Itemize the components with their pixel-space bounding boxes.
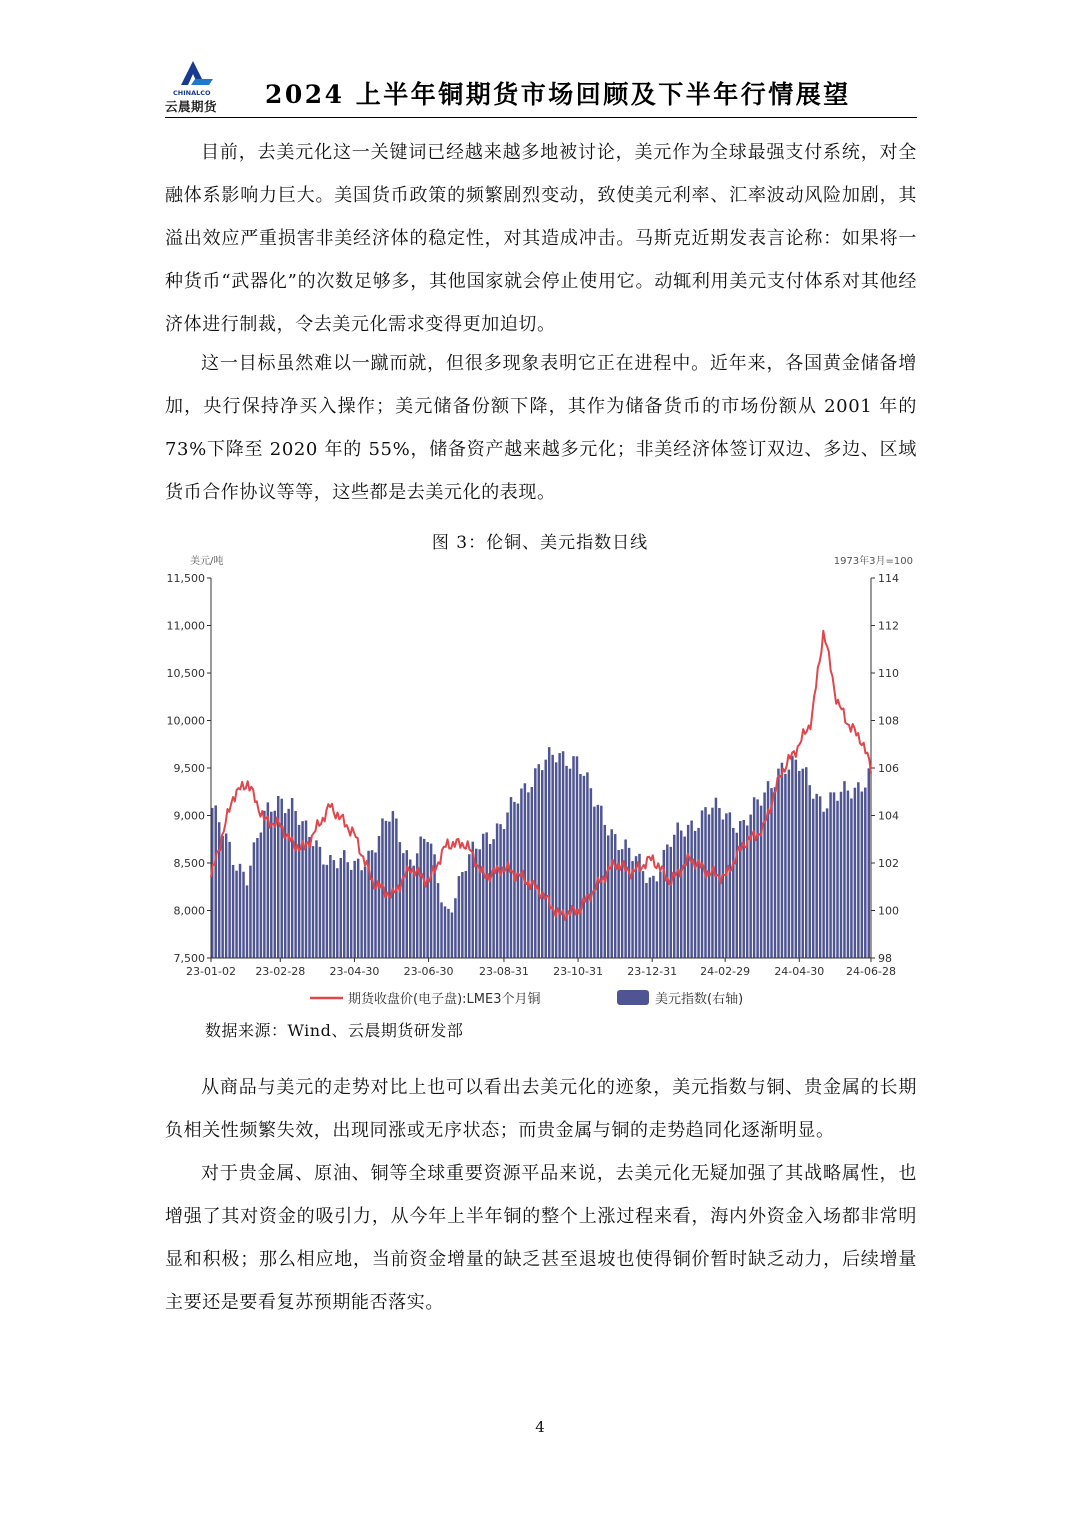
usd-index-bar (461, 872, 464, 958)
usd-index-bar (430, 844, 433, 958)
usd-index-bar (857, 782, 860, 958)
usd-index-bar (673, 835, 676, 958)
usd-index-bar (485, 832, 488, 958)
x-tick-label: 23-04-30 (329, 965, 380, 978)
usd-index-bar (659, 872, 662, 958)
usd-index-bar (777, 769, 780, 958)
usd-index-bar (704, 807, 707, 958)
paragraph-2: 这一目标虽然难以一蹴而就，但很多现象表明它正在进程中。近年来，各国黄金储备增加，央行保持净买入操作；美元储备份额下降，其作为储备货币的市场份额从 2001 年的 73%下降至 2020 年的 55%，储备资产越来越多元化；非美经济体签订双边、多边、区域货币合作协议等等，这些都是去美元化的表现。 (165, 353, 917, 503)
usd-index-bar (680, 831, 683, 958)
left-tick-label: 11,000 (166, 619, 205, 633)
usd-index-bar (506, 812, 509, 958)
usd-index-bar (419, 836, 422, 958)
legend-copper-label: 期货收盘价(电子盘):LME3个月铜 (348, 992, 541, 1007)
usd-index-bar (562, 751, 565, 958)
usd-index-bar (315, 840, 318, 958)
left-tick-label: 9,500 (173, 762, 205, 775)
usd-index-bar (840, 792, 843, 958)
usd-index-bar (353, 861, 356, 958)
usd-index-bar (527, 792, 530, 958)
usd-index-bar (308, 837, 311, 958)
usd-index-bar (819, 796, 822, 958)
right-tick-label: 110 (878, 667, 899, 680)
usd-index-bar (732, 828, 735, 958)
usd-index-bar (336, 868, 339, 958)
usd-index-bar (798, 771, 801, 958)
left-tick-label: 7,500 (173, 952, 205, 965)
chart-svg (165, 548, 917, 1016)
usd-index-bar (642, 871, 645, 958)
usd-index-bar (392, 811, 395, 958)
usd-index-bar (565, 766, 568, 958)
right-tick-label: 106 (878, 762, 899, 775)
usd-index-bar (451, 912, 454, 958)
usd-index-bar (239, 864, 242, 958)
usd-index-bar (652, 876, 655, 958)
usd-index-bar (221, 836, 224, 958)
usd-index-bar (357, 859, 360, 958)
page-number: 4 (535, 1418, 545, 1436)
header-divider (165, 117, 917, 118)
usd-index-bar (225, 833, 228, 958)
usd-index-bar (544, 760, 547, 958)
usd-index-bar (836, 801, 839, 958)
usd-index-bar (235, 871, 238, 958)
usd-index-bar (610, 829, 613, 958)
usd-index-bar (843, 781, 846, 958)
usd-index-bar (850, 798, 853, 958)
usd-index-bar (826, 808, 829, 958)
usd-index-bar (287, 809, 290, 958)
usd-index-bar (697, 828, 700, 958)
usd-index-bar (822, 812, 825, 958)
usd-index-bar (374, 852, 377, 958)
usd-index-bar (805, 767, 808, 958)
usd-index-bar (569, 769, 572, 958)
right-tick-label: 112 (878, 619, 899, 633)
usd-index-bar (833, 792, 836, 958)
right-tick-label: 114 (878, 572, 899, 585)
right-tick-label: 102 (878, 857, 899, 870)
usd-index-bar (593, 807, 596, 958)
usd-index-bar (670, 847, 673, 958)
usd-index-bar (249, 866, 252, 958)
usd-index-bar (458, 876, 461, 958)
usd-index-bar (555, 762, 558, 958)
document-title: 2024 上半年铜期货市场回顾及下半年行情展望 (265, 80, 851, 109)
right-tick-label: 100 (878, 904, 899, 918)
usd-index-bar (791, 756, 794, 958)
usd-index-bar (489, 844, 492, 958)
usd-index-bar (298, 825, 301, 958)
usd-index-bar (350, 870, 353, 958)
usd-index-bar (378, 836, 381, 958)
usd-index-bar (524, 783, 527, 958)
usd-index-bar (763, 792, 766, 958)
usd-index-bar (291, 798, 294, 958)
usd-index-bar (756, 799, 759, 958)
usd-index-bar (280, 799, 283, 958)
usd-index-bar (256, 838, 259, 958)
usd-index-bar (579, 774, 582, 958)
usd-index-bar (228, 842, 231, 958)
usd-index-bar (767, 781, 770, 958)
usd-index-bar (346, 862, 349, 958)
usd-index-bar (690, 820, 693, 958)
usd-index-bar (517, 804, 520, 958)
usd-index-bar (447, 909, 450, 958)
usd-index-bar (538, 764, 541, 958)
x-tick-label: 23-01-02 (186, 965, 236, 978)
usd-index-bar (531, 787, 534, 958)
usd-index-bar (812, 799, 815, 958)
usd-index-bar (326, 865, 329, 958)
usd-index-bar (496, 823, 499, 958)
usd-index-bar (576, 756, 579, 958)
usd-index-bar (628, 848, 631, 958)
right-tick-label: 108 (878, 714, 899, 728)
usd-index-bar (270, 812, 273, 958)
left-tick-label: 11,500 (166, 572, 205, 585)
usd-index-bar (322, 864, 325, 958)
data-source-note: 数据来源：Wind、云晨期货研发部 (205, 1021, 464, 1040)
copper-usd-chart (165, 548, 917, 1016)
legend-usd-label: 美元指数(右轴) (655, 992, 744, 1007)
usd-index-bar (583, 776, 586, 958)
x-tick-label: 24-04-30 (774, 965, 825, 978)
x-tick-label: 24-02-29 (700, 965, 751, 978)
usd-index-bar (319, 847, 322, 958)
usd-index-bar (364, 867, 367, 958)
usd-index-bar (385, 821, 388, 958)
usd-index-bar (572, 756, 575, 958)
usd-index-bar (649, 877, 652, 958)
usd-index-bar (260, 833, 263, 959)
figure-caption: 图 3：伦铜、美元指数日线 (431, 533, 649, 553)
usd-index-bar (360, 870, 363, 958)
usd-index-bar (645, 883, 648, 958)
usd-index-bar (666, 844, 669, 958)
usd-index-bar (708, 814, 711, 958)
right-tick-label: 104 (878, 809, 899, 823)
usd-index-bar (263, 811, 266, 958)
usd-index-bar (548, 747, 551, 958)
usd-index-bar (711, 808, 714, 958)
x-tick-label: 23-08-31 (478, 965, 529, 978)
page-header (165, 55, 917, 119)
usd-index-bar (558, 753, 561, 958)
usd-index-bar (861, 792, 864, 958)
usd-index-bar (468, 854, 471, 958)
usd-index-bar (492, 839, 495, 958)
usd-index-bar (725, 813, 728, 958)
right-unit-label: 1973年3月=100 (833, 556, 913, 567)
usd-index-bar (409, 859, 412, 958)
usd-index-bar (854, 788, 857, 958)
paragraph-4: 对于贵金属、原油、铜等全球重要资源平品来说，去美元化无疑加强了其战略属性，也增强了其对资金的吸引力，从今年上半年铜的整个上涨过程来看，海内外资金入场都非常明显和积极；那么相应地，当前资金增量的缺乏甚至退坡也使得铜价暂时缺乏动力，后续增量主要还是要看复苏预期能否落实。 (165, 1163, 917, 1313)
usd-index-bar (868, 768, 871, 958)
usd-index-bar (586, 772, 589, 958)
usd-index-bar (701, 810, 704, 958)
usd-index-bar (465, 871, 468, 958)
left-tick-label: 8,000 (173, 904, 205, 918)
x-tick-label: 23-02-28 (255, 965, 306, 978)
usd-index-bar (312, 846, 315, 958)
chart-legend (310, 990, 743, 1007)
left-tick-label: 10,500 (166, 667, 205, 680)
usd-index-bar (426, 842, 429, 958)
usd-index-bar (402, 853, 405, 958)
usd-index-bar (333, 860, 336, 958)
x-tick-label: 23-12-31 (627, 965, 678, 978)
usd-index-bar (829, 792, 832, 958)
usd-index-bar (676, 823, 679, 959)
usd-index-bar (722, 819, 725, 958)
left-tick-label: 8,500 (173, 857, 205, 870)
left-unit-label: 美元/吨 (190, 556, 224, 567)
usd-index-bar (715, 798, 718, 958)
usd-index-bar (371, 850, 374, 958)
usd-index-bar (482, 834, 485, 958)
logo-brand-text: CHINALCO (173, 89, 211, 97)
usd-index-bar (604, 825, 607, 958)
usd-index-bar (399, 842, 402, 958)
usd-index-bar (305, 820, 308, 958)
usd-index-bar (781, 763, 784, 958)
usd-index-bar (614, 834, 617, 958)
usd-index-bar (739, 821, 742, 958)
usd-index-bar (788, 770, 791, 958)
right-tick-label: 98 (878, 952, 892, 965)
usd-index-bar (454, 898, 457, 958)
usd-index-bar (590, 788, 593, 958)
logo-company-name: 云晨期货 (165, 99, 218, 114)
chinalco-logo-icon (165, 55, 229, 99)
usd-index-bar (388, 822, 391, 958)
usd-index-bar (329, 855, 332, 958)
usd-index-bar (774, 787, 777, 958)
usd-index-bar (242, 872, 245, 958)
usd-index-bar (412, 866, 415, 958)
usd-index-bar (551, 755, 554, 958)
usd-index-bar (510, 797, 513, 958)
usd-index-bar (753, 797, 756, 958)
usd-index-bar (294, 811, 297, 958)
paragraph-3: 从商品与美元的走势对比上也可以看出去美元化的迹象，美元指数与铜、贵金属的长期负相关性频繁失效，出现同涨或无序状态；而贵金属与铜的走势趋同化逐渐明显。 (165, 1077, 917, 1141)
usd-index-bar (340, 858, 343, 958)
usd-index-bar (815, 794, 818, 958)
usd-index-bar (687, 825, 690, 958)
usd-index-bar (847, 791, 850, 958)
usd-index-bar (808, 785, 811, 958)
usd-index-bar (541, 770, 544, 958)
left-tick-label: 10,000 (166, 714, 205, 728)
x-tick-label: 24-06-28 (846, 965, 896, 978)
usd-index-bar (795, 760, 798, 958)
usd-index-bar (742, 820, 745, 958)
usd-index-bar (214, 805, 217, 958)
usd-index-bar (694, 831, 697, 958)
x-tick-label: 23-10-31 (553, 965, 604, 978)
usd-index-bar (683, 837, 686, 958)
usd-index-bar (784, 774, 787, 958)
usd-index-bar (503, 829, 506, 958)
x-tick-label: 23-06-30 (403, 965, 454, 978)
usd-index-bar (864, 788, 867, 958)
usd-index-bar (343, 850, 346, 958)
usd-index-bar (444, 906, 447, 958)
usd-index-bars (211, 747, 870, 958)
usd-index-bar (729, 812, 732, 958)
usd-index-bar (534, 768, 537, 958)
usd-index-bar (607, 835, 610, 958)
usd-index-bar (253, 842, 256, 958)
legend-usd-swatch (617, 990, 649, 1005)
usd-index-bar (218, 822, 221, 958)
usd-index-bar (499, 824, 502, 958)
usd-index-bar (423, 839, 426, 958)
usd-index-bar (656, 881, 659, 958)
usd-index-bar (232, 865, 235, 958)
usd-index-bar (802, 769, 805, 958)
usd-index-bar (274, 811, 277, 958)
usd-index-bar (440, 902, 443, 958)
usd-index-bar (624, 839, 627, 958)
usd-index-bar (246, 885, 249, 958)
left-tick-label: 9,000 (173, 809, 205, 823)
paragraph-1: 目前，去美元化这一关键词已经越来越多地被讨论，美元作为全球最强支付系统，对全融体系影响力巨大。美国货币政策的频繁剧烈变动，致使美元利率、汇率波动风险加剧，其溢出效应严重损害非美经济体的稳定性，对其造成冲击。马斯克近期发表言论称：如果将一种货币“武器化”的次数足够多，其他国家就会停止使用它。动辄利用美元支付体系对其他经济体进行制裁，令去美元化需求变得更加迫切。 (165, 142, 917, 335)
usd-index-bar (437, 883, 440, 958)
